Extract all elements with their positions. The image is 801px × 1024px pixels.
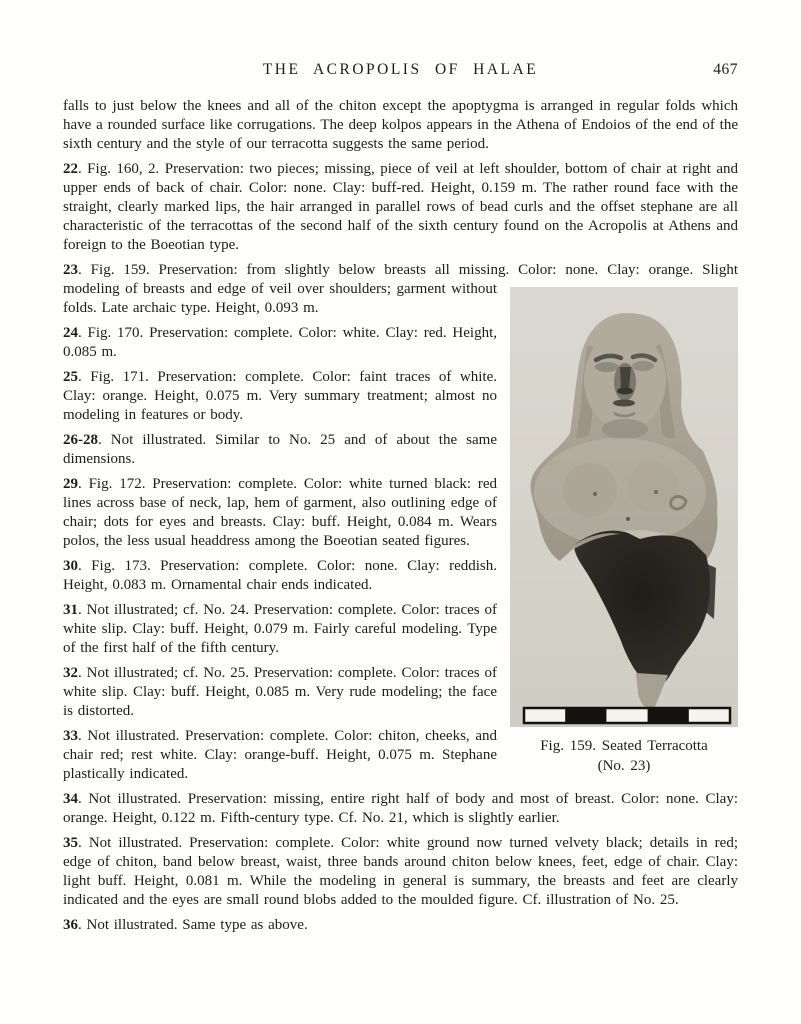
figure-float-spacer bbox=[738, 261, 739, 287]
entry-number: 25 bbox=[63, 369, 78, 385]
entry-number: 23 bbox=[63, 262, 78, 278]
caption-line-2: (No. 23) bbox=[597, 758, 651, 774]
scale-bar bbox=[524, 708, 730, 723]
entry-text: . Not illustrated. Preservation: complete. Color: chiton, cheeks, and chair red; rest white. Clay: orange-buff. Height, 0.075 m. Stephane plastically indicated. bbox=[63, 728, 497, 782]
entry-22 bbox=[63, 160, 738, 255]
entry-number: 29 bbox=[63, 476, 78, 492]
entry-number: 33 bbox=[63, 728, 78, 744]
figure-caption bbox=[510, 736, 738, 776]
entry-text: . Not illustrated; cf. No. 24. Preservation: complete. Color: traces of white slip. Clay: buff. Height, 0.079 m. Fairly careful modeling. Type of the first half of the fifth century. bbox=[63, 602, 497, 656]
entry-number: 34 bbox=[63, 791, 78, 807]
entry-text: . Fig. 160, 2. Preservation: two pieces; missing, piece of veil at left shoulder, bottom of chair at right and upper ends of back of chair. Color: none. Clay: buff-red. Height, 0.159 m. The rather round face with the straight, clearly marked lips, the hair arranged in parallel rows of bead curls and the offset stephane are all characteristic of the terracottas of the second half of the sixth century found on the Acropolis at Athens and foreign to the Boeotian type. bbox=[63, 161, 738, 253]
entry-number: 26-28 bbox=[63, 432, 98, 448]
entry-text: . Not illustrated. Same type as above. bbox=[78, 917, 308, 933]
entry-number: 35 bbox=[63, 835, 78, 851]
figure-159 bbox=[497, 287, 738, 776]
entry-text: . Fig. 159. Preservation: from slightly below breasts all missing. Color: none. Clay: orange. Slight modeling of breasts and edge of veil over shoulders; garment without folds. Late archaic type. Height, 0.093 m. bbox=[63, 262, 738, 316]
entry-text: falls to just below the knees and all of the chiton except the apoptygma is arranged in regular folds which have a rounded surface like corrugations. The deep kolpos appears in the Athena of Endoios of the end of the sixth century and the style of our terracotta suggests the same period. bbox=[63, 98, 738, 152]
entry-text: . Fig. 172. Preservation: complete. Color: white turned black: red lines across base of neck, lap, hem of garment, also outlining edge of chair; dots for eyes and breasts. Clay: buff. Height, 0.084 m. Wears polos, the less usual headdress among the Boeotian seated figures. bbox=[63, 476, 497, 549]
entry-34 bbox=[63, 790, 738, 828]
entry-text: . Not illustrated. Similar to No. 25 and of about the same dimensions. bbox=[63, 432, 497, 467]
entry-text: . Not illustrated. Preservation: complete. Color: white ground now turned velvety black; details in red; edge of chiton, band below breast, waist, three bands around chiton below knees, feet, edge of chair. Clay: light buff. Height, 0.081 m. While the modeling in general is summary, the breasts and feet are clearly indicated and the eyes are small round blobs added to the moulded figure. Cf. illustration of No. 25. bbox=[63, 835, 738, 908]
paragraph-intro bbox=[63, 97, 738, 154]
page-number: 467 bbox=[713, 61, 738, 78]
entry-text: . Fig. 170. Preservation: complete. Color: white. Clay: red. Height, 0.085 m. bbox=[63, 325, 497, 360]
entry-number: 30 bbox=[63, 558, 78, 574]
page-title: THE ACROPOLIS OF HALAE bbox=[262, 61, 539, 78]
entry-number: 22 bbox=[63, 161, 78, 177]
entry-number: 36 bbox=[63, 917, 78, 933]
entry-text: . Not illustrated; cf. No. 25. Preservation: complete. Color: traces of white slip. Clay: buff. Height, 0.085 m. Very rude modeling; the face is distorted. bbox=[63, 665, 497, 719]
entry-text: . Not illustrated. Preservation: missing, entire right half of body and most of breast. Color: none. Clay: orange. Height, 0.122 m. Fifth-century type. Cf. No. 21, which is slightly earlier. bbox=[63, 791, 738, 826]
entry-35 bbox=[63, 834, 738, 910]
caption-line-1: Fig. 159. Seated Terracotta bbox=[540, 738, 708, 754]
entry-number: 31 bbox=[63, 602, 78, 618]
terracotta-photo bbox=[510, 287, 738, 727]
entry-text: . Fig. 171. Preservation: complete. Color: faint traces of white. Clay: orange. Height, 0.075 m. Very summary treatment; almost no modeling in features or body. bbox=[63, 369, 497, 423]
entry-text: . Fig. 173. Preservation: complete. Color: none. Clay: reddish. Height, 0.083 m. Ornamental chair ends indicated. bbox=[63, 558, 497, 593]
entry-number: 24 bbox=[63, 325, 78, 341]
entry-36 bbox=[63, 916, 738, 935]
running-head bbox=[63, 60, 738, 80]
entry-number: 32 bbox=[63, 665, 78, 681]
